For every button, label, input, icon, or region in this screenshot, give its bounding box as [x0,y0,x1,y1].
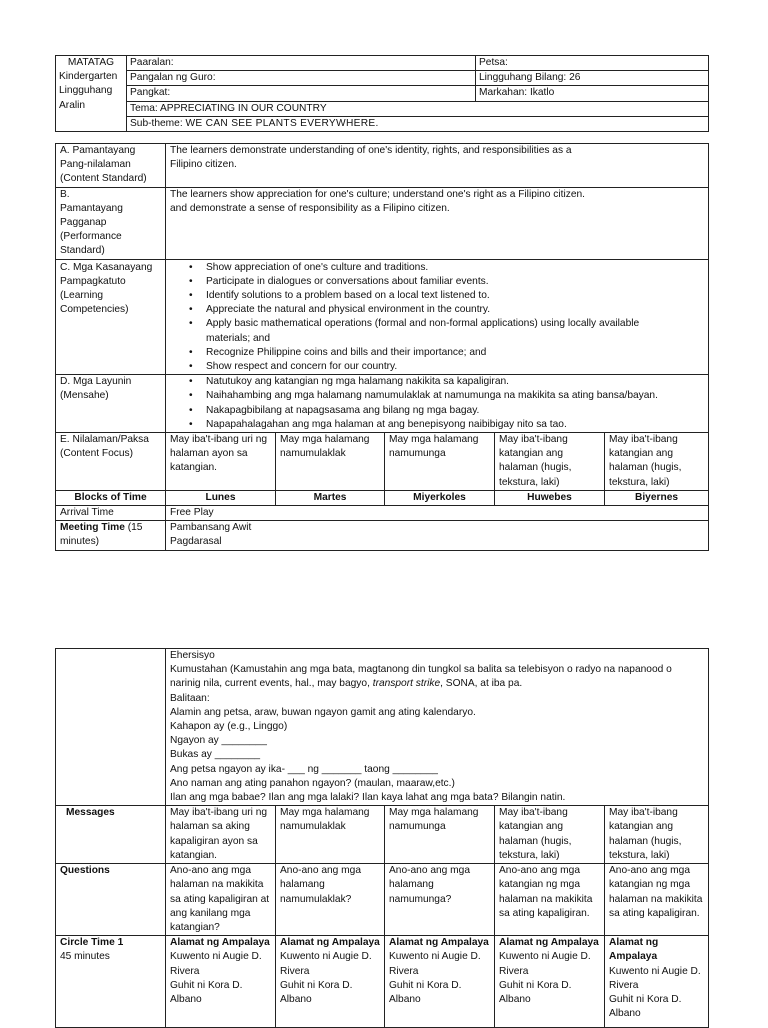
lesson-type-cell [56,56,127,132]
story-cell [605,936,709,1028]
content-focus-cell: May mga halamang namumulaklak [276,433,385,491]
lingguhang-label: Lingguhang [59,85,113,97]
circle-time-label-cell [56,936,166,1028]
story-illustrator: Guhit ni Kora D. Albano [280,979,353,1006]
day-header-miyerkoles: Miyerkoles [385,490,495,505]
list-item: • Napapahalagahan ang mga halaman at ang benepisyong naibibigay nito sa tao. [206,418,704,432]
routine-line: Ang petsa ngayon ay ika- ___ ng _______ taong ________ [170,763,438,775]
section-d-list-cell [166,375,709,433]
message-cell: May iba't-ibang katangian ang halaman (hugis, tekstura, laki) [605,806,709,864]
story-title: Alamat ng Ampalaya [170,937,270,949]
story-author: Kuwento ni Augie D. Rivera [170,951,262,977]
section-b-label: B. Pamantayang Pagganap (Performance Standard) [56,187,166,259]
story-author: Kuwento ni Augie D. Rivera [499,951,591,977]
list-item: • Recognize Philippine coins and bills and their importance; and [206,346,704,360]
day-header-lunes: Lunes [166,490,276,505]
story-illustrator: Guhit ni Kora D. Albano [609,994,682,1020]
guro-field: Pangalan ng Guro: [127,71,476,86]
subtheme-value: WE CAN SEE PLANTS EVERYWHERE. [185,117,379,129]
empty-label-cell [56,649,166,806]
blocks-of-time-header: Blocks of Time [56,490,166,505]
routine-line: Alamin ang petsa, araw, buwan ngayon gamit ang ating kalendaryo. [170,706,476,718]
objectives-list [170,375,704,432]
section-b-cell [166,187,709,259]
message-cell: May iba't-ibang katangian ang halaman (hugis, tekstura, laki) [495,806,605,864]
content-focus-cell: May mga halamang namumunga [385,433,495,491]
section-a-text: The learners demonstrate understanding of one's identity, rights, and responsibilities as a Filipino citizen. [166,144,709,188]
questions-label: Questions [56,864,166,936]
story-title: Alamat ng Ampalaya [280,937,380,949]
subtheme-label: Sub-theme: [130,117,183,129]
circle-time-label: Circle Time 1 [60,937,124,949]
story-cell [495,936,605,1028]
pangkat-field: Pangkat: [127,86,476,101]
story-cell [166,936,276,1028]
content-focus-cell: May iba't-ibang katangian ang halaman (hugis, tekstura, laki) [495,433,605,491]
section-b-text-2: and demonstrate a sense of responsibility as a Filipino citizen. [170,202,450,214]
content-focus-cell: May iba't-ibang katangian ang halaman (hugis, tekstura, laki) [605,433,709,491]
routine-line: Kahapon ay (e.g., Linggo) [170,721,288,733]
story-illustrator: Guhit ni Kora D. Albano [170,979,243,1006]
message-cell: May iba't-ibang uri ng halaman sa aking kapaligiran ayon sa katangian. [166,806,276,864]
messages-label: Messages [56,806,166,864]
list-item: • Apply basic mathematical operations (formal and non-formal applications) using locally available materials; and [206,317,704,345]
list-item: • Identify solutions to a problem based on a local text listened to. [206,289,704,303]
kumustahan-part: narinig nila, current events, hal., may bagyo, [170,678,373,690]
routine-line: Bukas ay ________ [170,749,261,761]
plan-table-page-2 [55,648,709,1028]
ehersisyo-text: Ehersisyo [170,650,215,661]
question-cell: Ano-ano ang mga halaman na makikita sa ating kapaligiran at ang kanilang mga katangian? [166,864,276,936]
day-header-huwebes: Huwebes [495,490,605,505]
meeting-time-bold: Meeting Time [60,522,125,534]
section-e-label: E. Nilalaman/Paksa (Content Focus) [56,433,166,491]
routine-line: Ilan ang mga babae? Ilan ang mga lalaki? Ilan kaya lahat ang mga bata? Bilangin natin. [170,792,566,804]
meeting-activity: Pagdarasal [170,536,222,548]
message-cell: May mga halamang namumulaklak [276,806,385,864]
kumustahan-part: , SONA, at iba pa. [440,678,523,690]
meeting-activity: Pambansang Awit [170,522,252,534]
subtheme-field [127,116,709,131]
list-item: • Natutukoy ang katangian ng mga halamang nakikita sa kapaligiran. [206,375,704,389]
story-author: Kuwento ni Augie D. Rivera [280,951,372,977]
message-cell: May mga halamang namumunga [385,806,495,864]
list-item: • Show appreciation of one's culture and traditions. [206,261,704,275]
section-c-label: C. Mga Kasanayang Pampagkatuto (Learning Competencies) [56,259,166,375]
markahan-field: Markahan: Ikatlo [476,86,709,101]
circle-time-duration: 45 minutes [60,951,110,963]
arrival-time-value: Free Play [166,506,709,521]
story-title: Alamat ng Ampalaya [609,937,659,963]
routine-line: Ngayon ay ________ [170,735,267,747]
aralin-label: Aralin [59,99,86,111]
question-cell: Ano-ano ang mga katangian ng mga halaman na makikita sa ating kapaligiran. [605,864,709,936]
arrival-time-label: Arrival Time [56,506,166,521]
story-cell [385,936,495,1028]
section-b-text: The learners show appreciation for one's culture; understand one's right as a Filipino citizen. [170,188,586,200]
story-cell [276,936,385,1028]
question-cell: Ano-ano ang mga halamang namumunga? [385,864,495,936]
content-focus-cell: May iba't-ibang uri ng halaman ayon sa katangian. [166,433,276,491]
story-author: Kuwento ni Augie D. Rivera [609,965,701,991]
matatag-label: MATATAG [67,57,115,68]
list-item: • Naihahambing ang mga halamang namumulaklak at namumunga na makikita sa ating bansa/bayan. [206,389,704,403]
petsa-field: Petsa: [476,56,709,71]
plan-table [55,143,709,551]
meeting-time-duration: (15 minutes) [60,522,143,548]
paaralan-field: Paaralan: [127,56,476,71]
day-header-martes: Martes [276,490,385,505]
story-illustrator: Guhit ni Kora D. Albano [389,979,462,1006]
list-item: • Nakapagbibilang at napagsasama ang bilang ng mga bagay. [206,404,704,418]
section-c-list-cell [166,259,709,375]
lingguhang-bilang-field: Lingguhang Bilang: 26 [476,71,709,86]
transport-strike-text: transport strike [372,678,441,690]
day-header-biyernes: Biyernes [605,490,709,505]
tema-field: Tema: APPRECIATING IN OUR COUNTRY [127,101,709,116]
story-title: Alamat ng Ampalaya [389,937,489,949]
routine-line: Balitaan: [170,692,210,704]
meeting-time-activities [166,521,709,550]
kumustahan-text: Kumustahan (Kamustahin ang mga bata, magtanong din tungkol sa balita sa telebisyon o radyo na napanood o [170,664,672,676]
section-a-label: A. Pamantayang Pang-nilalaman (Content Standard) [56,144,166,188]
list-item: • Appreciate the natural and physical environment in the country. [206,303,704,317]
meeting-time-label [56,521,166,550]
kindergarten-label: Kindergarten [59,71,118,83]
competencies-list [170,261,704,375]
story-author: Kuwento ni Augie D. Rivera [389,951,481,977]
list-item: • Participate in dialogues or conversations about familiar events. [206,275,704,289]
section-d-label: D. Mga Layunin (Mensahe) [56,375,166,433]
kumustahan-text-2 [170,677,704,691]
story-illustrator: Guhit ni Kora D. Albano [499,979,572,1006]
story-title: Alamat ng Ampalaya [499,937,599,949]
routine-cell [166,649,709,806]
question-cell: Ano-ano ang mga katangian ng mga halaman na makikita sa ating kapaligiran. [495,864,605,936]
header-table [55,55,709,132]
routine-line: Ano naman ang ating panahon ngayon? (maulan, maaraw,etc.) [170,777,455,789]
question-cell: Ano-ano ang mga halamang namumulaklak? [276,864,385,936]
list-item: • Show respect and concern for our country. [206,360,704,374]
